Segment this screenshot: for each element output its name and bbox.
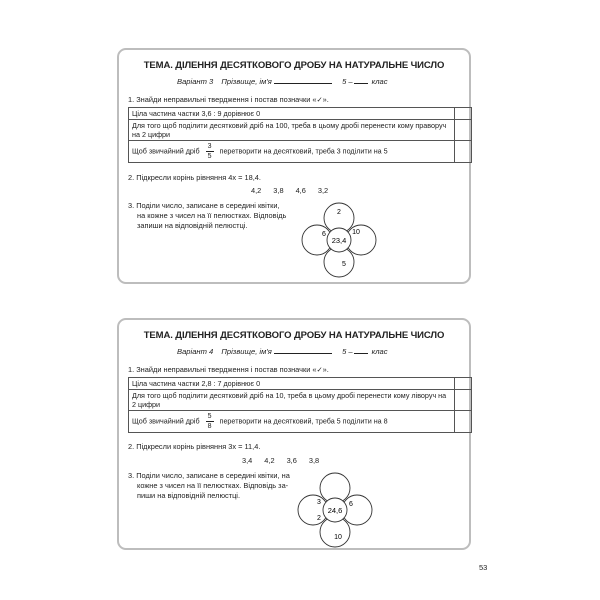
task-3-instruction [128,471,290,501]
variant-label: Варіант 3 [177,77,214,86]
grade-field[interactable] [354,346,368,354]
petal-number: 10 [334,534,342,541]
center-number: 24,6 [327,506,343,515]
name-label: Прізвище, ім'я [221,77,272,86]
petal-number: 3 [317,499,321,506]
name-label: Прізвище, ім'я [221,347,272,356]
task-1-instruction: 1. Знайди неправильні твердження і постав позначки «✓». [128,95,329,104]
checkmark-cell[interactable] [455,378,472,390]
student-info-line [177,346,388,356]
statement-cell: Ціла частина частки 2,8 : 7 дорівнює 0 [129,378,455,390]
statement-text-end: перетворити на десятковий, треба 3 поділити на 5 [219,146,388,156]
checkmark-cell[interactable] [455,411,472,433]
grade-prefix: 5 – [342,347,353,356]
petal-number: 2 [337,209,341,216]
task-3-line: 3. Поділи число, записане в середині квітки, [128,201,280,210]
task-2-instruction: 2. Підкресли корінь рівняння 3x = 11,4. [128,442,261,451]
task-3-line: кожне з чисел на її пелюстках. Відповідь за- [137,480,289,490]
root-option[interactable]: 4,2 [251,186,262,195]
task-1-instruction: 1. Знайди неправильні твердження і постав позначки «✓». [128,365,329,374]
worksheet-card-variant-4 [117,318,471,550]
table-row [129,390,472,411]
task-3-line: на кожне з чисел на її пелюстках. Відповідь [137,210,287,220]
root-option[interactable]: 3,8 [273,186,284,195]
page-number: 53 [479,563,488,572]
petal-number: 6 [349,501,353,508]
table-row [129,120,472,141]
statement-text-end: перетворити на десятковий, треба 5 поділити на 8 [219,416,388,426]
petal-number: 10 [352,229,360,236]
flower-diagram [295,470,375,550]
fraction [206,143,214,160]
name-field[interactable] [274,346,332,354]
grade-suffix: клас [371,77,388,86]
petal-number: 2 [317,515,321,522]
task-3-line: пиши на відповідній пелюстці. [137,490,240,500]
fraction [206,413,214,430]
task-2-instruction: 2. Підкресли корінь рівняння 4x = 18,4. [128,173,261,182]
root-option[interactable]: 3,6 [286,456,297,465]
task-3-instruction [128,201,286,231]
root-option[interactable]: 4,6 [295,186,306,195]
fraction-denominator: 8 [207,423,212,430]
statement-text-start: Щоб звичайний дріб [132,146,200,156]
fraction-denominator: 5 [207,153,212,160]
roots-options [251,186,340,195]
table-row [129,411,472,433]
grade-prefix: 5 – [342,77,353,86]
center-number: 23,4 [331,236,347,245]
statement-cell [129,411,455,433]
statements-table [128,377,472,433]
root-option[interactable]: 3,4 [242,456,253,465]
statements-table [128,107,472,163]
checkmark-cell[interactable] [455,120,472,141]
grade-suffix: клас [371,347,388,356]
name-field[interactable] [274,76,332,84]
grade-field[interactable] [354,76,368,84]
petal-number: 6 [322,231,326,238]
card-title: ТЕМА. ДІЛЕННЯ ДЕСЯТКОВОГО ДРОБУ НА НАТУРАЛЬНЕ ЧИСЛО [143,60,445,71]
statement-cell: Для того щоб поділити десятковий дріб на 100, треба в цьому дробі перенести кому праворуч на 2 цифри [129,120,455,141]
petal-number: 5 [342,261,346,268]
root-option[interactable]: 4,2 [264,456,275,465]
worksheet-card-variant-3 [117,48,471,284]
task-3-line: запиши на відповідній пелюстці. [137,220,248,230]
table-row [129,378,472,390]
statement-cell: Ціла частина частки 3,6 : 9 дорівнює 0 [129,108,455,120]
statement-cell: Для того щоб поділити десятковий дріб на 10, треба в цьому дробі перенести кому ліворуч на 2 цифри [129,390,455,411]
task-3-line: 3. Поділи число, записане в середині квітки, на [128,471,290,480]
variant-label: Варіант 4 [177,347,214,356]
checkmark-cell[interactable] [455,141,472,163]
root-option[interactable]: 3,8 [308,456,320,465]
roots-options [242,456,331,465]
table-row [129,141,472,163]
student-info-line [177,76,388,86]
root-option[interactable]: 3,2 [317,186,329,195]
checkmark-cell[interactable] [455,108,472,120]
fraction-numerator: 3 [207,143,212,150]
table-row [129,108,472,120]
statement-text-start: Щоб звичайний дріб [132,416,200,426]
fraction-numerator: 5 [207,413,212,420]
statement-cell [129,141,455,163]
card-title: ТЕМА. ДІЛЕННЯ ДЕСЯТКОВОГО ДРОБУ НА НАТУРАЛЬНЕ ЧИСЛО [143,330,445,341]
checkmark-cell[interactable] [455,390,472,411]
flower-diagram [299,200,379,280]
